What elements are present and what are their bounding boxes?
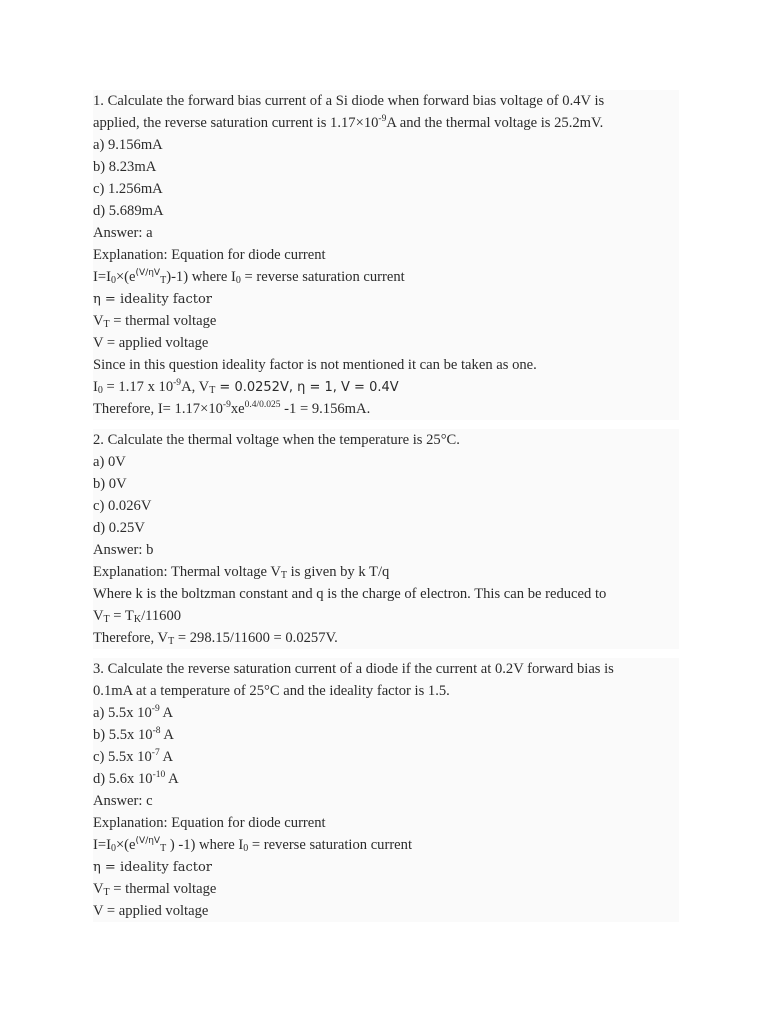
q3-eta-definition: η = ideality factor bbox=[93, 856, 679, 878]
q3-option-c: c) 5.5x $10^{-7}$ A bbox=[93, 746, 679, 768]
q1-therefore: Therefore, $I= 1.17\times 10^{-9}xe^{0.4/0.025}$ -1 = 9.156mA. bbox=[93, 398, 679, 420]
q1-diode-equation: $I=I_0\times(e^{(V/\eta V}_T)-1$) where $I_0$ = reverse saturation current bbox=[93, 266, 679, 288]
q3-option-d: d) 5.6x $10^{-10}$ A bbox=[93, 768, 679, 790]
q2-reduced-formula: $V_T = T_K/11600$ bbox=[93, 605, 679, 627]
q3-stem-line2: 0.1mA at a temperature of 25°C and the ideality factor is 1.5. bbox=[93, 680, 679, 702]
q1-option-b: b) 8.23mA bbox=[93, 156, 679, 178]
q1-option-d: d) 5.689mA bbox=[93, 200, 679, 222]
q1-given-values: $I_0 = 1.17$ x $10^{-9}A$, $V_T = 0.0252V$, η = 1, V = 0.4V bbox=[93, 376, 679, 398]
q1-vt-definition: $V_T$ = thermal voltage bbox=[93, 310, 679, 332]
document-page bbox=[93, 90, 679, 922]
q3-diode-equation: $I=I_0\times(e^{(V/\eta V}_T$ ) -1) where $I_0$ = reverse saturation current bbox=[93, 834, 679, 856]
question-1 bbox=[93, 90, 679, 420]
q1-eta-definition: η = ideality factor bbox=[93, 288, 679, 310]
q3-explanation-title: Explanation: Equation for diode current bbox=[93, 812, 679, 834]
q3-option-a: a) 5.5x $10^{-9}$ A bbox=[93, 702, 679, 724]
q2-stem: 2. Calculate the thermal voltage when the temperature is 25°C. bbox=[93, 429, 679, 451]
q2-explanation: Explanation: Thermal voltage $V_T$ is given by k T/q bbox=[93, 561, 679, 583]
q2-option-d: d) 0.25V bbox=[93, 517, 679, 539]
q3-option-b: b) 5.5x $10^{-8}$ A bbox=[93, 724, 679, 746]
q1-option-c: c) 1.256mA bbox=[93, 178, 679, 200]
q2-where-line: Where k is the boltzman constant and q is the charge of electron. This can be reduced to bbox=[93, 583, 679, 605]
q1-option-a: a) 9.156mA bbox=[93, 134, 679, 156]
q1-stem-line2: applied, the reverse saturation current is $1.17\times 10^{-9}A$ and the thermal voltage is 25.2mV. bbox=[93, 112, 679, 134]
q3-vt-definition: $V_T$ = thermal voltage bbox=[93, 878, 679, 900]
q2-option-b: b) 0V bbox=[93, 473, 679, 495]
question-3 bbox=[93, 658, 679, 922]
q1-explanation-title: Explanation: Equation for diode current bbox=[93, 244, 679, 266]
q1-answer: Answer: a bbox=[93, 222, 679, 244]
q1-stem-line1: 1. Calculate the forward bias current of a Si diode when forward bias voltage of 0.4V is bbox=[93, 90, 679, 112]
q2-option-c: c) 0.026V bbox=[93, 495, 679, 517]
q3-v-definition: V = applied voltage bbox=[93, 900, 679, 922]
q1-note: Since in this question ideality factor is not mentioned it can be taken as one. bbox=[93, 354, 679, 376]
q2-answer: Answer: b bbox=[93, 539, 679, 561]
q2-therefore: Therefore, $V_T = 298.15/11600 = 0.0257V$. bbox=[93, 627, 679, 649]
q3-stem-line1: 3. Calculate the reverse saturation current of a diode if the current at 0.2V forward bias is bbox=[93, 658, 679, 680]
q2-option-a: a) 0V bbox=[93, 451, 679, 473]
question-2 bbox=[93, 429, 679, 649]
q1-v-definition: V = applied voltage bbox=[93, 332, 679, 354]
q3-answer: Answer: c bbox=[93, 790, 679, 812]
